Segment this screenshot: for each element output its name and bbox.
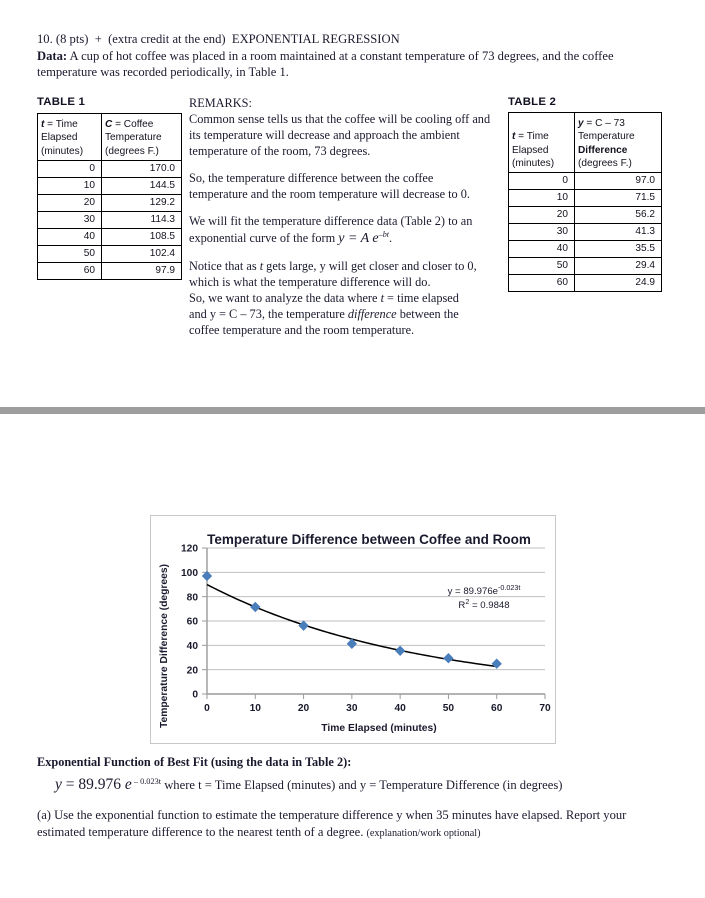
chart-equation-annotation: $y = 89.976e^{-0.023t}$ — [447, 582, 521, 597]
table2-cell-y: 24.9 — [575, 275, 662, 292]
best-fit-equation — [37, 775, 671, 795]
table2-title: TABLE 2 — [508, 96, 557, 108]
table1-header-temp-l3: (degrees F.) — [105, 145, 159, 157]
table2-header-time — [509, 113, 575, 173]
remarks-p4-l5: coffee temperature and the room temperature. — [189, 323, 415, 338]
table2-cell-t: 0 — [509, 173, 575, 190]
chart-equation-exponent: -0.023t — [498, 582, 521, 592]
table2-cell-t: 40 — [509, 241, 575, 258]
table-row — [509, 241, 662, 258]
chart-data-point — [492, 659, 502, 669]
chart-x-axis-label: Time Elapsed (minutes) — [321, 723, 437, 734]
table-row — [38, 177, 182, 194]
chart-xtick-label: 20 — [297, 703, 310, 714]
table1-header-time-l2: Elapsed — [41, 132, 78, 144]
table2-cell-y: 56.2 — [575, 207, 662, 224]
best-fit-eq-equals: = — [61, 775, 79, 793]
table1-cell-t: 10 — [38, 177, 102, 194]
table1-header-temp — [102, 114, 182, 161]
best-fit-eq-y: y — [55, 775, 62, 793]
part-a-note: (explanation/work optional) — [366, 827, 481, 839]
best-fit-eq-exponent: – 0.023t — [131, 776, 162, 786]
chart-r2-annotation: $R^2 = 0.9848$ — [458, 596, 510, 611]
table2-cell-t: 30 — [509, 224, 575, 241]
chart-r2-value: = 0.9848 — [469, 600, 510, 611]
remarks-block-1 — [189, 96, 495, 160]
table2-cell-t: 50 — [509, 258, 575, 275]
remarks-p3-post: . — [389, 230, 393, 245]
chart-ytick-label: 0 — [192, 689, 198, 701]
remarks-p4-l1-post: gets large, y will get closer and closer to 0, — [263, 259, 477, 274]
table-row — [38, 228, 182, 245]
table2-header-row — [509, 113, 662, 173]
table-row — [509, 258, 662, 275]
regression-chart — [150, 515, 556, 744]
table1-cell-t: 0 — [38, 160, 102, 177]
table1-header-temp-rest: = Coffee — [112, 119, 154, 130]
table1-header-time — [38, 114, 102, 161]
remarks-heading: REMARKS: — [189, 96, 252, 110]
table-row — [38, 211, 182, 228]
chart-ytick-label: 20 — [186, 665, 198, 677]
chart-xtick-label: 0 — [204, 703, 210, 714]
chart-data-point — [395, 646, 405, 656]
remarks-paragraph-4 — [189, 259, 495, 339]
best-fit-eq-where: where t = Time Elapsed (minutes) and y = Temperature Difference (in degrees) — [161, 777, 563, 792]
table2-header-time-l3: (minutes) — [512, 157, 555, 169]
table1-cell-c: 108.5 — [102, 228, 182, 245]
table2-header-time-var: t — [512, 131, 516, 143]
table2-header-diff-var: y — [578, 118, 584, 129]
table2-header-time-rest: = Time — [515, 131, 549, 143]
table2-header-diff-rest: = C – 73 — [583, 118, 625, 129]
remarks-p4-l4-emphasis: difference — [347, 307, 397, 322]
table-row — [509, 224, 662, 241]
table2-cell-t: 20 — [509, 207, 575, 224]
chart-title: Temperature Difference between Coffee and Room — [207, 532, 531, 547]
table2-cell-y: 97.0 — [575, 173, 662, 190]
table-row — [509, 207, 662, 224]
table1-cell-c: 114.3 — [102, 211, 182, 228]
table-row — [38, 262, 182, 279]
table1 — [37, 113, 182, 280]
chart-xtick-label: 40 — [394, 703, 406, 714]
table2-cell-y: 71.5 — [575, 190, 662, 207]
remarks-p4-l3-var: t — [380, 291, 384, 306]
remarks-p4-l3-post: = time elapsed — [383, 291, 459, 306]
table2-cell-t: 60 — [509, 275, 575, 292]
remarks-section — [189, 96, 495, 339]
problem-prefix: 10. (8 pts) + (extra credit at the end) — [37, 32, 232, 46]
table-row — [509, 190, 662, 207]
problem-statement — [37, 31, 671, 81]
chart-y-axis-label: Temperature Difference (degrees) — [159, 563, 170, 729]
chart-ytick-label: 80 — [186, 592, 198, 604]
part-a-text: (a) Use the exponential function to estimate the temperature difference y when 35 minutes have elapsed. Report your estimated temperature difference to the nearest tenth of a degree. — [37, 808, 627, 839]
table1-cell-t: 60 — [38, 262, 102, 279]
table1-cell-t: 30 — [38, 211, 102, 228]
table2-header-time-l2: Elapsed — [512, 144, 549, 156]
best-fit-eq-coefficient: 89.976 — [78, 775, 125, 793]
chart-xtick-label: 30 — [346, 703, 358, 714]
remarks-p3-pre: We will fit the temperature difference data (Table 2) to an exponential curve of the form — [189, 213, 473, 245]
table-row — [38, 160, 182, 177]
table2-container — [508, 96, 662, 292]
chart-data-point — [298, 620, 308, 630]
remarks-paragraph-3 — [189, 214, 495, 248]
chart-ytick-labels — [181, 544, 198, 701]
remarks-paragraph-2: So, the temperature difference between the coffee temperature and the room temperature will decrease to 0. — [189, 170, 470, 201]
remarks-p4-l4-pre: and y = C – 73, the temperature — [189, 307, 348, 322]
part-a-question — [37, 807, 671, 840]
table1-header-row — [38, 114, 182, 161]
table1-header-temp-l2: Temperature — [105, 132, 162, 144]
table1-header-time-l3: (minutes) — [41, 145, 84, 157]
chart-data-point — [250, 602, 260, 612]
section-divider — [0, 407, 705, 414]
chart-ytick-label: 40 — [186, 640, 198, 652]
table2-cell-t: 10 — [509, 190, 575, 207]
table2-header-diff — [575, 113, 662, 173]
chart-r2-exponent: 2 — [465, 596, 470, 606]
chart-xtick-label: 60 — [491, 703, 503, 714]
chart-ytick-label: 100 — [181, 567, 198, 579]
remarks-p3-eq-y: y — [338, 230, 345, 246]
best-fit-section — [37, 755, 671, 795]
table1-cell-t: 40 — [38, 228, 102, 245]
table1-header-time-var: t — [41, 119, 45, 130]
problem-title: EXPONENTIAL REGRESSION — [231, 32, 400, 46]
table2-cell-y: 29.4 — [575, 258, 662, 275]
table2-cell-y: 35.5 — [575, 241, 662, 258]
table1-cell-t: 20 — [38, 194, 102, 211]
table-row — [38, 245, 182, 262]
table1-cell-t: 50 — [38, 245, 102, 262]
table2-header-diff-l3: Difference — [578, 144, 628, 156]
table1-cell-c: 129.2 — [102, 194, 182, 211]
chart-xtick-label: 50 — [442, 703, 455, 714]
chart-ytick-label: 60 — [186, 616, 198, 628]
table1-container — [37, 96, 182, 280]
table1-cell-c: 144.5 — [102, 177, 182, 194]
table-row — [509, 275, 662, 292]
remarks-p4-l3-pre: So, we want to analyze the data where — [189, 291, 381, 306]
table1-header-time-rest: = Time — [44, 119, 78, 130]
remarks-p3-eq-mid: = A e — [344, 230, 379, 246]
data-label: Data: — [37, 48, 68, 63]
table1-title: TABLE 1 — [37, 96, 86, 108]
table2-cell-y: 41.3 — [575, 224, 662, 241]
remarks-p4-l1-var: t — [259, 259, 264, 274]
table2-header-diff-l4: (degrees F.) — [578, 157, 632, 169]
table1-cell-c: 170.0 — [102, 160, 182, 177]
table-row — [509, 173, 662, 190]
chart-xtick-label: 70 — [539, 703, 551, 714]
remarks-paragraph-1: Common sense tells us that the coffee will be cooling off and its temperature will decrease and approach the ambient temperature of the room, 73 degrees. — [189, 111, 491, 158]
table1-cell-c: 97.9 — [102, 262, 182, 279]
remarks-p4-l1-pre: Notice that as — [189, 259, 260, 274]
best-fit-eq-e: e — [124, 775, 132, 793]
table2 — [508, 112, 662, 292]
chart-xtick-label: 10 — [249, 703, 261, 714]
chart-svg — [151, 516, 553, 741]
remarks-p3-eq-exponent: –bt — [378, 229, 390, 239]
table1-header-temp-var: C — [105, 119, 113, 130]
data-text: A cup of hot coffee was placed in a room maintained at a constant temperature of 73 degrees, and the coffee temperature was recorded periodically, in Table 1. — [37, 48, 617, 80]
chart-data-point — [443, 653, 453, 663]
remarks-p4-l2: which is what the temperature difference will do. — [189, 275, 431, 290]
remarks-p4-l4-post: between the — [396, 307, 459, 322]
problem-line-1 — [37, 31, 671, 48]
chart-ytick-label: 120 — [181, 543, 198, 555]
table1-cell-c: 102.4 — [102, 245, 182, 262]
table-row — [38, 194, 182, 211]
problem-data-line — [37, 48, 671, 81]
chart-xtick-labels — [204, 703, 551, 714]
chart-axes — [202, 548, 545, 699]
table2-header-diff-l2: Temperature — [578, 131, 635, 143]
best-fit-title: Exponential Function of Best Fit (using the data in Table 2): — [37, 755, 352, 769]
